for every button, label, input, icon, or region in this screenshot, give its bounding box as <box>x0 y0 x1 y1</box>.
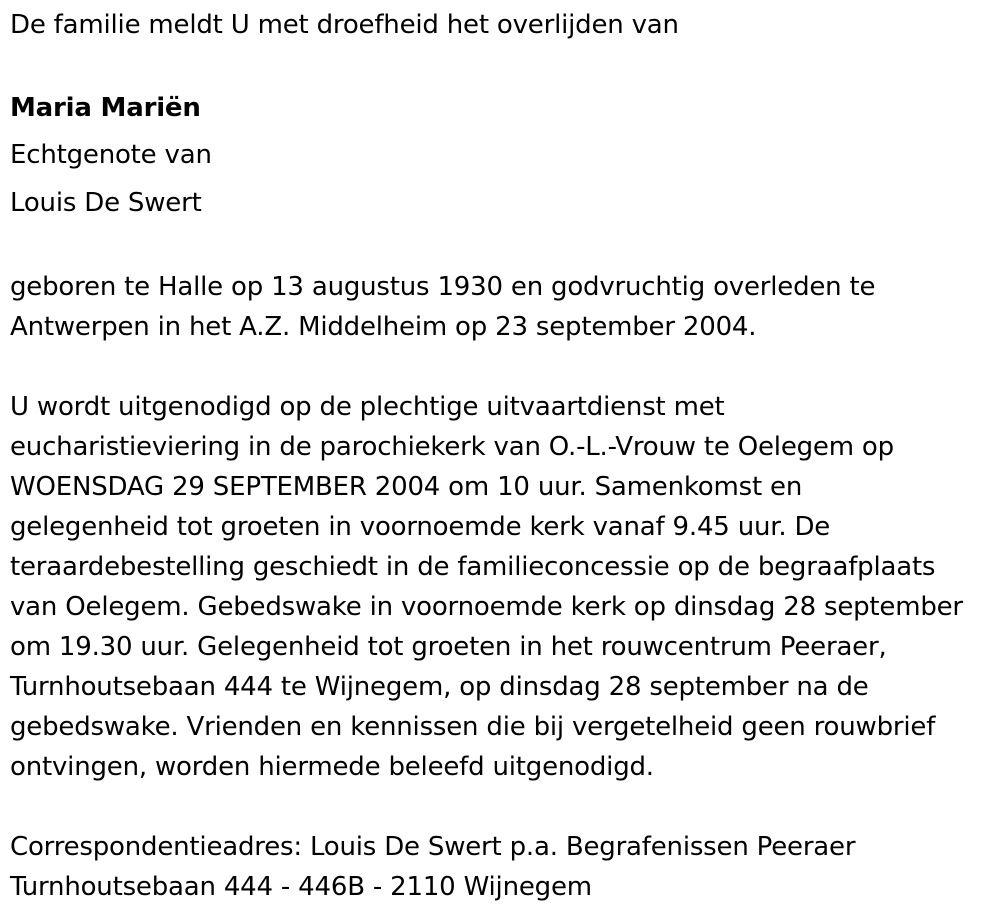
service-line: eucharistieviering in de parochiekerk van O.-L.-Vrouw te Oelegem op <box>10 432 894 462</box>
service-line: ontvingen, worden hiermede beleefd uitgenodigd. <box>10 752 654 782</box>
service-line: teraardebestelling geschiedt in de familieconcessie op de begraafplaats <box>10 552 936 582</box>
obituary-notice <box>10 0 995 907</box>
service-paragraph <box>10 387 995 787</box>
service-line: gebedswake. Vrienden en kennissen die bij vergetelheid geen rouwbrief <box>10 712 936 742</box>
birth-death-line: Antwerpen in het A.Z. Middelheim op 23 september 2004. <box>10 312 757 342</box>
spacer <box>10 347 995 387</box>
service-line: om 19.30 uur. Gelegenheid tot groeten in het rouwcentrum Peeraer, <box>10 632 887 662</box>
correspondence-line: Turnhoutsebaan 444 - 446B - 2110 Wijnegem <box>10 872 592 902</box>
service-line: WOENSDAG 29 SEPTEMBER 2004 om 10 uur. Samenkomst en <box>10 472 803 502</box>
spouse-name: Louis De Swert <box>10 188 202 218</box>
correspondence-paragraph <box>10 827 995 907</box>
birth-death-line: geboren te Halle op 13 augustus 1930 en godvruchtig overleden te <box>10 272 876 302</box>
spacer <box>10 227 995 267</box>
service-line: gelegenheid tot groeten in voornoemde kerk vanaf 9.45 uur. De <box>10 512 831 542</box>
service-line: Turnhoutsebaan 444 te Wijnegem, op dinsdag 28 september na de <box>10 672 869 702</box>
spacer <box>10 787 995 827</box>
service-line: U wordt uitgenodigd op de plechtige uitvaartdienst met <box>10 392 725 422</box>
relation-text: Echtgenote van <box>10 140 212 170</box>
service-line: van Oelegem. Gebedswake in voornoemde kerk op dinsdag 28 september <box>10 592 963 622</box>
birth-death-paragraph <box>10 267 995 347</box>
correspondence-line: Correspondentieadres: Louis De Swert p.a. Begrafenissen Peeraer <box>10 832 856 862</box>
deceased-name: Maria Mariën <box>10 93 201 123</box>
intro-text: De familie meldt U met droefheid het overlijden van <box>10 10 679 40</box>
